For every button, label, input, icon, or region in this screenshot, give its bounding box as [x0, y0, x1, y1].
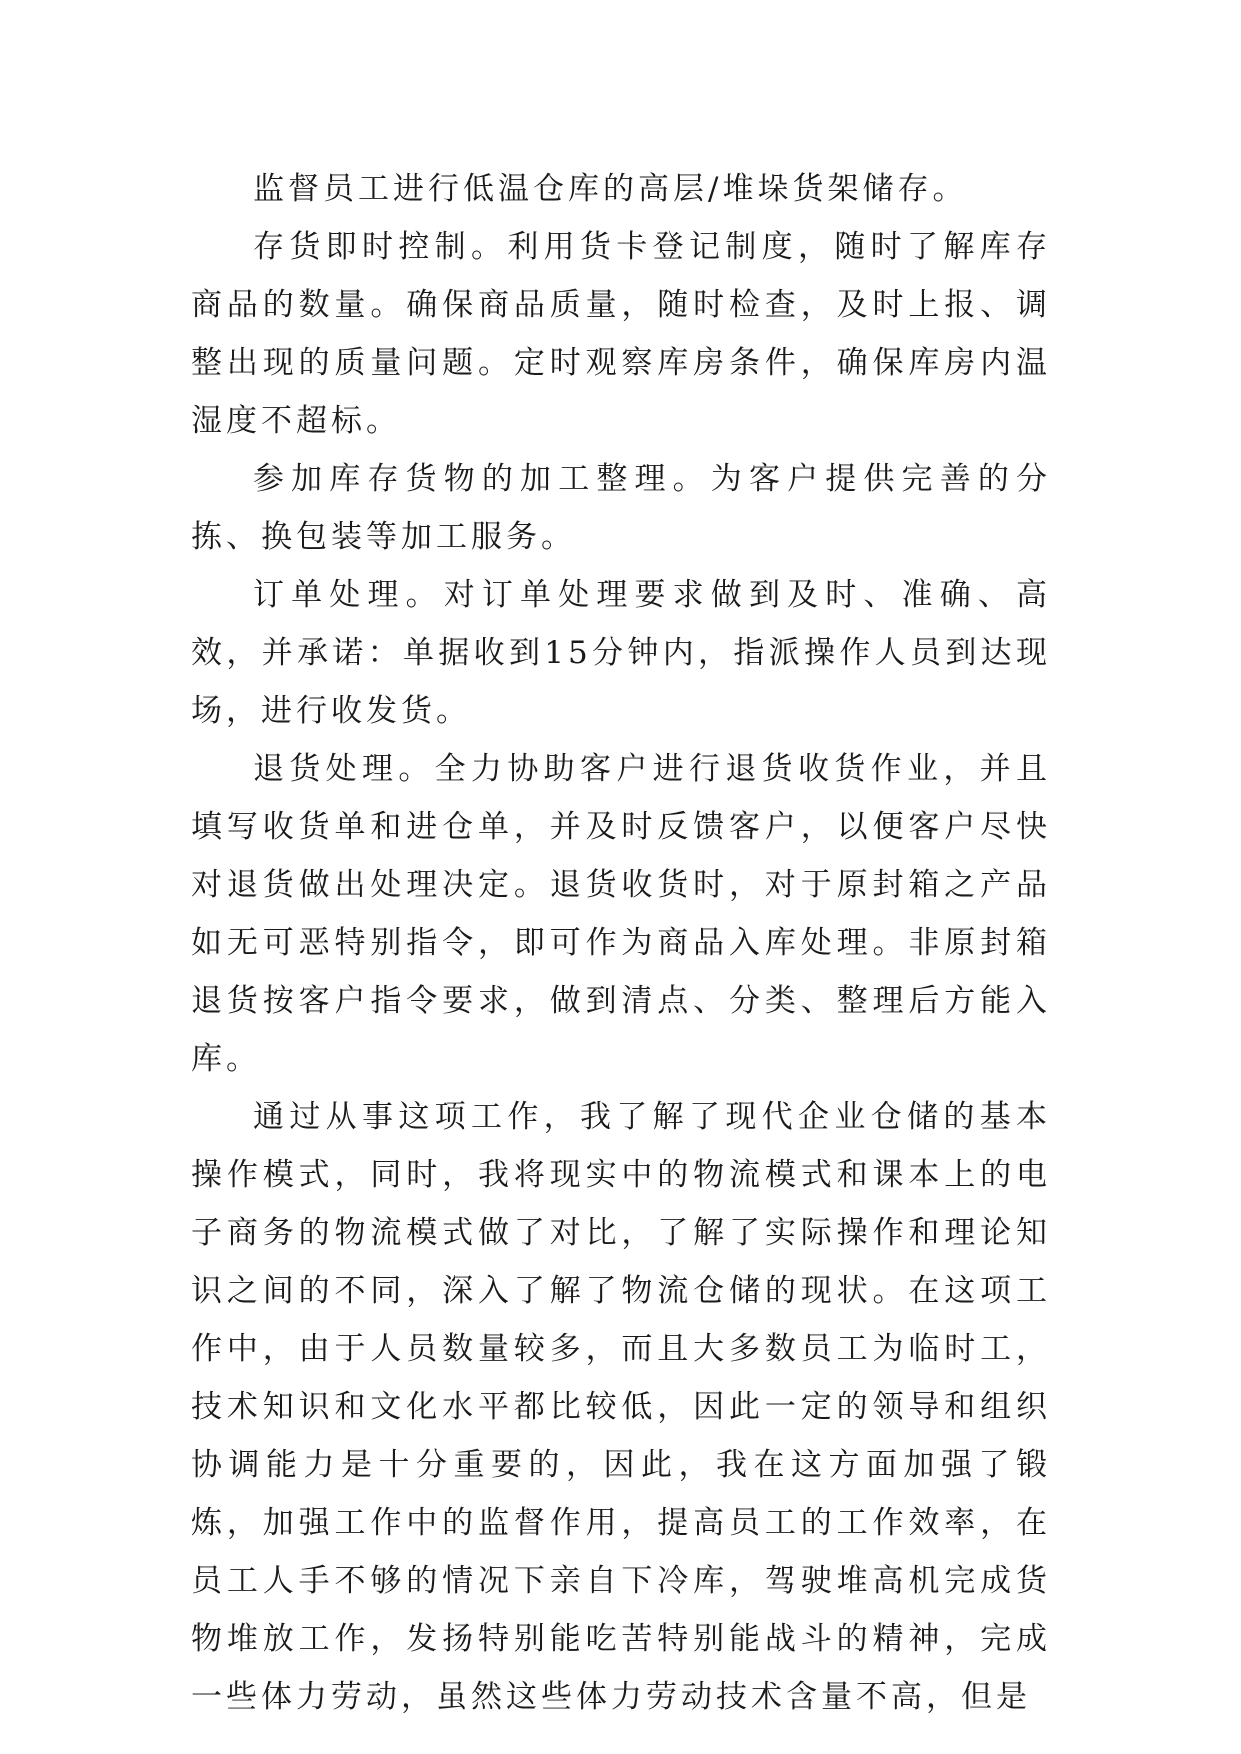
document-body [191, 160, 1051, 1726]
paragraph-reflection: 通过从事这项工作，我了解了现代企业仓储的基本操作模式，同时，我将现实中的物流模式和课本上的电子商务的物流模式做了对比，了解了实际操作和理论知识之间的不同，深入了解了物流仓储的现状。在这项工作中，由于人员数量较多，而且大多数员工为临时工，技术知识和文化水平都比较低，因此一定的领导和组织协调能力是十分重要的，因此，我在这方面加强了锻炼，加强工作中的监督作用，提高员工的工作效率，在员工人手不够的情况下亲自下冷库，驾驶堆高机完成货物堆放工作，发扬特别能吃苦特别能战斗的精神，完成一些体力劳动，虽然这些体力劳动技术含量不高，但是 [191, 1099, 1051, 1715]
paragraph-low-temp-storage: 监督员工进行低温仓库的高层/堆垛货架储存。 [253, 171, 968, 207]
paragraph-inventory-control: 存货即时控制。利用货卡登记制度，随时了解库存商品的数量。确保商品质量，随时检查，及时上报、调整出现的质量问题。定时观察库房条件，确保库房内温湿度不超标。 [191, 229, 1051, 439]
paragraph-order-handling: 订单处理。对订单处理要求做到及时、准确、高效，并承诺：单据收到15分钟内，指派操作人员到达现场，进行收发货。 [191, 577, 1051, 729]
paragraph-returns-handling: 退货处理。全力协助客户进行退货收货作业，并且填写收货单和进仓单，并及时反馈客户，以便客户尽快对退货做出处理决定。退货收货时，对于原封箱之产品如无可恶特别指令，即可作为商品入库处理。非原封箱退货按客户指令要求，做到清点、分类、整理后方能入库。 [191, 751, 1051, 1077]
paragraph-processing: 参加库存货物的加工整理。为客户提供完善的分拣、换包装等加工服务。 [191, 461, 1051, 555]
